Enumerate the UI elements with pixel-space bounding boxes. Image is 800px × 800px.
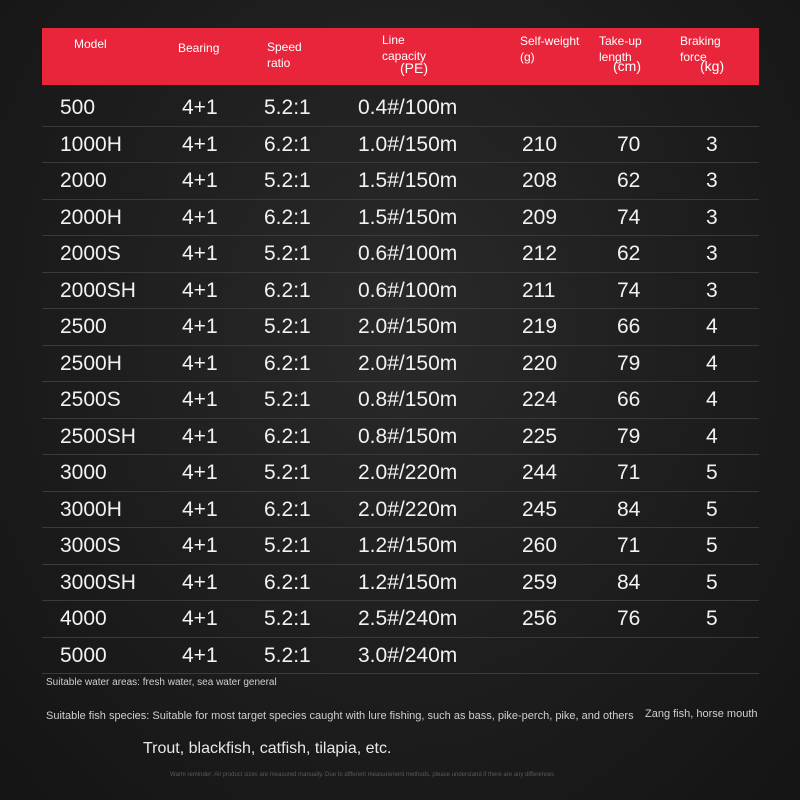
header-take-up bbox=[599, 33, 642, 74]
cell-model: 2000H bbox=[60, 205, 122, 229]
cell-bearing: 4+1 bbox=[182, 388, 218, 411]
fish-examples: Trout, blackfish, catfish, tilapia, etc. bbox=[143, 740, 392, 757]
spec-table bbox=[42, 90, 759, 674]
cell-self-weight: 244 bbox=[522, 461, 558, 484]
cell-self-weight: 256 bbox=[522, 607, 558, 630]
cell-line-capacity: 1.0#/150m bbox=[358, 132, 458, 156]
cell-braking-force: 3 bbox=[706, 278, 718, 302]
table-row bbox=[42, 565, 759, 602]
cell-bearing: 4+1 bbox=[182, 96, 218, 119]
cell-self-weight: 259 bbox=[522, 570, 558, 594]
table-row bbox=[42, 200, 759, 237]
cell-model: 2500 bbox=[60, 315, 107, 338]
cell-line-capacity: 2.0#/220m bbox=[358, 497, 458, 521]
cell-speed-ratio: 6.2:1 bbox=[264, 351, 311, 375]
cell-model: 4000 bbox=[60, 607, 107, 630]
table-header bbox=[42, 28, 759, 85]
cell-speed-ratio: 6.2:1 bbox=[264, 497, 311, 521]
cell-line-capacity: 1.2#/150m bbox=[358, 534, 458, 557]
cell-line-capacity: 1.2#/150m bbox=[358, 570, 458, 594]
cell-braking-force: 5 bbox=[706, 461, 718, 484]
cell-model: 500 bbox=[60, 96, 96, 119]
table-row bbox=[42, 638, 759, 675]
cell-bearing: 4+1 bbox=[182, 607, 218, 630]
header-brake-line2: force bbox=[680, 50, 707, 64]
cell-self-weight: 212 bbox=[522, 242, 558, 265]
cell-self-weight: 211 bbox=[522, 278, 556, 302]
cell-braking-force: 3 bbox=[706, 132, 718, 156]
cell-speed-ratio: 5.2:1 bbox=[264, 169, 311, 192]
table-row bbox=[42, 419, 759, 456]
table-row bbox=[42, 309, 759, 346]
cell-bearing: 4+1 bbox=[182, 205, 218, 229]
cell-braking-force: 3 bbox=[706, 169, 718, 192]
cell-braking-force: 3 bbox=[706, 205, 718, 229]
cell-self-weight: 224 bbox=[522, 388, 558, 411]
cell-take-up: 71 bbox=[617, 461, 641, 484]
cell-model: 3000 bbox=[60, 461, 107, 484]
table-row bbox=[42, 163, 759, 200]
cell-speed-ratio: 6.2:1 bbox=[264, 132, 311, 156]
cell-line-capacity: 0.6#/100m bbox=[358, 278, 458, 302]
cell-bearing: 4+1 bbox=[182, 242, 218, 265]
cell-bearing: 4+1 bbox=[182, 497, 218, 521]
header-bearing bbox=[178, 40, 219, 56]
header-takeup-line1: Take-up bbox=[599, 34, 642, 48]
cell-take-up: 74 bbox=[617, 205, 641, 229]
cell-speed-ratio: 5.2:1 bbox=[264, 643, 311, 667]
cell-take-up: 62 bbox=[617, 242, 641, 265]
cell-line-capacity: 2.0#/150m bbox=[358, 315, 458, 338]
cell-take-up: 62 bbox=[617, 169, 641, 192]
table-row bbox=[42, 528, 759, 565]
cell-model: 3000S bbox=[60, 534, 121, 557]
cell-take-up: 71 bbox=[617, 534, 641, 557]
cell-take-up: 76 bbox=[617, 607, 641, 630]
cell-take-up: 66 bbox=[617, 388, 641, 411]
header-line-line2: capacity bbox=[382, 49, 427, 63]
cell-speed-ratio: 5.2:1 bbox=[264, 315, 311, 338]
cell-bearing: 4+1 bbox=[182, 278, 218, 302]
header-weight-unit: (g) bbox=[520, 50, 535, 64]
header-model-label: Model bbox=[74, 37, 107, 51]
cell-take-up: 84 bbox=[617, 497, 641, 521]
header-self-weight bbox=[520, 33, 579, 65]
cell-self-weight: 219 bbox=[522, 315, 558, 338]
table-row bbox=[42, 236, 759, 273]
table-row bbox=[42, 455, 759, 492]
cell-speed-ratio: 5.2:1 bbox=[264, 534, 311, 557]
cell-braking-force: 4 bbox=[706, 424, 718, 448]
cell-model: 2500H bbox=[60, 351, 122, 375]
header-speed-line1: Speed bbox=[267, 40, 302, 54]
table-row bbox=[42, 492, 759, 529]
warm-reminder: Warm reminder: All product sizes are measured manually. Due to different measurement methods, please understand if there are any differences bbox=[170, 772, 555, 778]
cell-bearing: 4+1 bbox=[182, 461, 218, 484]
cell-model: 1000H bbox=[60, 132, 122, 156]
header-model bbox=[74, 36, 107, 52]
header-brake-unit: (kg) bbox=[700, 58, 725, 74]
cell-take-up: 70 bbox=[617, 132, 641, 156]
cell-take-up: 79 bbox=[617, 424, 641, 448]
cell-self-weight: 208 bbox=[522, 169, 558, 192]
cell-line-capacity: 2.0#/220m bbox=[358, 461, 458, 484]
cell-line-capacity: 2.0#/150m bbox=[358, 351, 458, 375]
header-line-unit: (PE) bbox=[400, 60, 428, 76]
cell-self-weight: 260 bbox=[522, 534, 558, 557]
cell-braking-force: 3 bbox=[706, 242, 718, 265]
cell-model: 2500SH bbox=[60, 424, 136, 448]
cell-braking-force: 5 bbox=[706, 534, 718, 557]
cell-self-weight: 210 bbox=[522, 132, 558, 156]
header-line-capacity bbox=[382, 32, 428, 76]
cell-model: 5000 bbox=[60, 643, 107, 667]
cell-take-up: 74 bbox=[617, 278, 641, 302]
header-takeup-line2: length bbox=[599, 50, 632, 64]
table-row bbox=[42, 601, 759, 638]
cell-line-capacity: 1.5#/150m bbox=[358, 205, 458, 229]
cell-bearing: 4+1 bbox=[182, 534, 218, 557]
cell-line-capacity: 0.8#/150m bbox=[358, 424, 458, 448]
cell-line-capacity: 0.4#/100m bbox=[358, 96, 458, 119]
cell-speed-ratio: 5.2:1 bbox=[264, 461, 311, 484]
table-row bbox=[42, 382, 759, 419]
header-speed-ratio bbox=[267, 39, 302, 71]
cell-self-weight: 220 bbox=[522, 351, 558, 375]
cell-model: 3000H bbox=[60, 497, 122, 521]
header-takeup-unit: (cm) bbox=[613, 58, 641, 74]
header-line-line1: Line bbox=[382, 33, 405, 47]
cell-bearing: 4+1 bbox=[182, 351, 218, 375]
cell-self-weight: 225 bbox=[522, 424, 558, 448]
cell-self-weight: 245 bbox=[522, 497, 558, 521]
cell-line-capacity: 2.5#/240m bbox=[358, 607, 458, 630]
cell-bearing: 4+1 bbox=[182, 643, 218, 667]
cell-braking-force: 4 bbox=[706, 315, 718, 338]
cell-speed-ratio: 6.2:1 bbox=[264, 205, 311, 229]
cell-speed-ratio: 5.2:1 bbox=[264, 96, 311, 119]
header-weight-line1: Self-weight bbox=[520, 34, 580, 48]
cell-line-capacity: 0.8#/150m bbox=[358, 388, 458, 411]
cell-speed-ratio: 6.2:1 bbox=[264, 424, 311, 448]
cell-line-capacity: 0.6#/100m bbox=[358, 242, 458, 265]
cell-model: 2000SH bbox=[60, 278, 136, 302]
cell-braking-force: 5 bbox=[706, 497, 718, 521]
cell-braking-force: 4 bbox=[706, 351, 718, 375]
cell-bearing: 4+1 bbox=[182, 132, 218, 156]
cell-bearing: 4+1 bbox=[182, 169, 218, 192]
cell-speed-ratio: 6.2:1 bbox=[264, 278, 311, 302]
header-bearing-label: Bearing bbox=[178, 41, 220, 55]
cell-bearing: 4+1 bbox=[182, 570, 218, 594]
water-areas-note: Suitable water areas: fresh water, sea water general bbox=[46, 677, 277, 688]
cell-braking-force: 5 bbox=[706, 570, 718, 594]
header-brake-line1: Braking bbox=[680, 34, 721, 48]
cell-take-up: 79 bbox=[617, 351, 641, 375]
table-row bbox=[42, 127, 759, 164]
cell-model: 2500S bbox=[60, 388, 121, 411]
cell-speed-ratio: 5.2:1 bbox=[264, 388, 311, 411]
cell-model: 2000 bbox=[60, 169, 107, 192]
cell-braking-force: 5 bbox=[706, 607, 718, 630]
header-braking-force bbox=[680, 33, 724, 74]
cell-speed-ratio: 5.2:1 bbox=[264, 607, 311, 630]
cell-bearing: 4+1 bbox=[182, 315, 218, 338]
cell-speed-ratio: 5.2:1 bbox=[264, 242, 311, 265]
table-row bbox=[42, 346, 759, 383]
cell-model: 2000S bbox=[60, 242, 121, 265]
cell-line-capacity: 3.0#/240m bbox=[358, 643, 458, 667]
fish-species-note: Suitable fish species: Suitable for most target species caught with lure fishing, such as bass, pike-perch, pike, and others bbox=[46, 710, 634, 722]
table-row bbox=[42, 273, 759, 310]
cell-braking-force: 4 bbox=[706, 388, 718, 411]
cell-bearing: 4+1 bbox=[182, 424, 218, 448]
zang-fish-note: Zang fish, horse mouth bbox=[645, 708, 758, 720]
cell-speed-ratio: 6.2:1 bbox=[264, 570, 311, 594]
cell-take-up: 66 bbox=[617, 315, 641, 338]
table-row bbox=[42, 90, 759, 127]
header-speed-line2: ratio bbox=[267, 56, 291, 70]
cell-line-capacity: 1.5#/150m bbox=[358, 169, 458, 192]
cell-take-up: 84 bbox=[617, 570, 641, 594]
cell-self-weight: 209 bbox=[522, 205, 558, 229]
cell-model: 3000SH bbox=[60, 570, 136, 594]
